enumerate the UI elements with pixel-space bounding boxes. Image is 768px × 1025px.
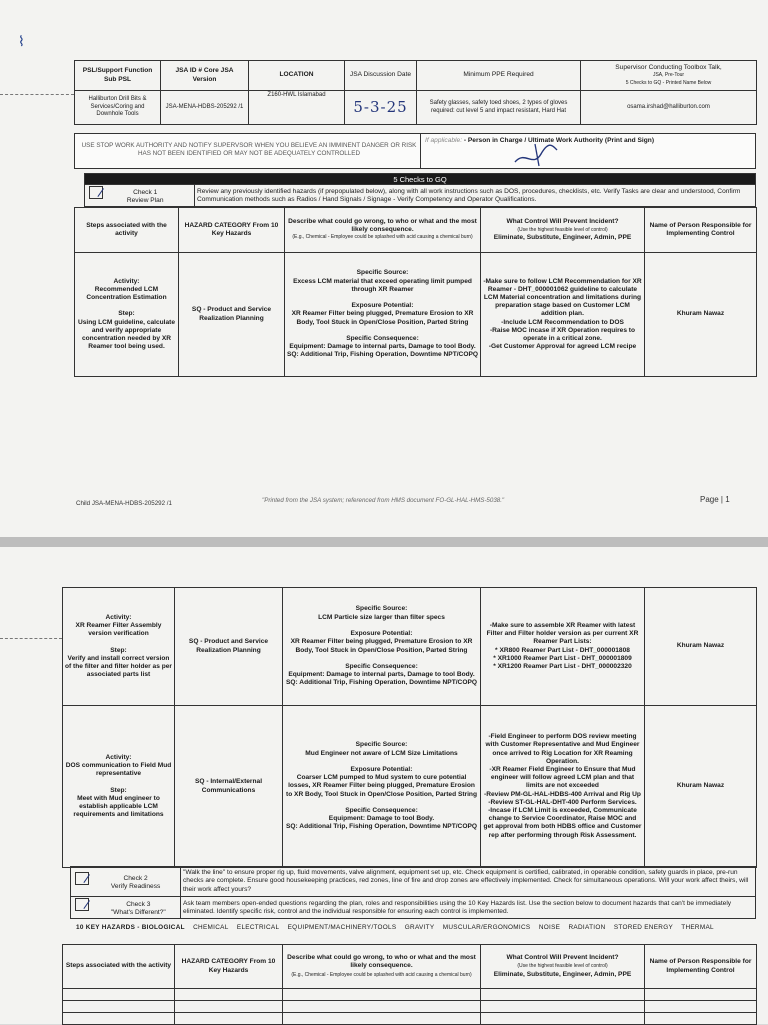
exposure-text: XR Reamer Filter being plugged, Premature Erosion to XR Body, Tool Stuck in Open/Close Position, Parted String xyxy=(290,638,473,654)
blank-row xyxy=(63,1001,757,1013)
blank-cell[interactable] xyxy=(175,989,283,1001)
activity-label: Activity: xyxy=(105,613,132,621)
header-discussion-date: JSA Discussion Date xyxy=(345,61,417,91)
col-describe-eg: (E.g., Chemical - Employee could be splashed with acid causing a chemical burn) xyxy=(292,234,473,241)
activity-text: XR Reamer Filter Assembly version verification xyxy=(75,621,162,638)
blank-cell[interactable] xyxy=(63,989,175,1001)
source-text: Mud Engineer not aware of LCM Size Limitations xyxy=(305,749,458,757)
col-steps: Steps associated with the activity xyxy=(63,945,175,989)
check3-cell xyxy=(71,897,181,919)
col-control-title: What Control Will Prevent Incident? xyxy=(506,954,619,962)
blank-cell[interactable] xyxy=(645,1001,757,1013)
person-in-charge-box xyxy=(420,134,755,168)
control-cell xyxy=(481,706,645,868)
hazard-item: GRAVITY xyxy=(404,924,435,931)
header-supervisor xyxy=(581,61,757,91)
stop-work-box xyxy=(74,133,756,169)
blank-cell[interactable] xyxy=(283,989,481,1001)
hazard-item: 10 KEY HAZARDS - BIOLOGICAL xyxy=(76,924,185,931)
source-text: Excess LCM material that exceed operating limit pumped through XR Reamer xyxy=(293,277,472,293)
header-psl: PSL/Support Function Sub PSL xyxy=(75,61,161,91)
jsa-header-table xyxy=(74,60,757,125)
dashed-rule xyxy=(0,94,74,95)
hazard-item: THERMAL xyxy=(681,924,714,931)
check2-cell xyxy=(71,867,181,897)
exposure-label: Exposure Potential: xyxy=(350,765,413,773)
control-line: * XR1200 Reamer Part List - DHT_000002320 xyxy=(493,662,632,670)
person-cell: Khuram Nawaz xyxy=(645,706,757,868)
hazard-cell: SQ - Internal/External Communications xyxy=(175,706,283,868)
check2-label: Check 2 xyxy=(123,874,148,882)
hazard-item: CHEMICAL xyxy=(193,924,229,931)
page-separator xyxy=(0,537,768,547)
col-describe-eg: (E.g., Chemical - Employee could be splashed with acid causing a chemical burn) xyxy=(291,971,472,978)
dashed-rule xyxy=(0,638,62,639)
psl-value: Halliburton Drill Bits & Services/Coring and Downhole Tools xyxy=(75,91,161,125)
col-control-title: What Control Will Prevent Incident? xyxy=(506,217,619,225)
blank-row xyxy=(63,1013,757,1025)
footer-page-number: Page | 1 xyxy=(700,495,730,504)
col-person: Name of Person Responsible for Implementing Control xyxy=(645,945,757,989)
col-control-sub: (Use the highest feasible level of control) xyxy=(517,963,608,970)
exposure-text: Coarser LCM pumped to Mud system to cure potential losses, XR Reamer Filter being plugged, Premature Erosion to XR Body, Tool Stuck in Open/Close Position, Parted String xyxy=(286,774,477,798)
person-cell: Khuram Nawaz xyxy=(645,588,757,706)
control-line: -Get Customer Approval for agreed LCM recipe xyxy=(488,343,637,351)
table-row xyxy=(75,253,757,377)
hazard-item: ELECTRICAL xyxy=(236,924,280,931)
blank-cell[interactable] xyxy=(175,1013,283,1025)
sq-text: SQ: Additional Trip, Fishing Operation, Downtime NPT/COPQ xyxy=(287,351,478,359)
blank-cell[interactable] xyxy=(283,1001,481,1013)
person-in-charge-label: - Person in Charge / Ultimate Work Authority (Print and Sign) xyxy=(463,137,655,144)
steps-cell xyxy=(75,253,179,377)
header-min-ppe: Minimum PPE Required xyxy=(417,61,581,91)
blank-cell[interactable] xyxy=(63,1001,175,1013)
describe-cell xyxy=(285,253,481,377)
control-line: -XR Reamer Field Engineer to Ensure that Mud engineer will follow agreed LCM plan and that limits are not exceeded xyxy=(489,765,636,790)
blank-cell[interactable] xyxy=(645,1013,757,1025)
col-describe xyxy=(283,945,481,989)
blank-cell[interactable] xyxy=(175,1001,283,1013)
applicable-prefix: If applicable: xyxy=(425,137,463,144)
col-control-levels: Eliminate, Substitute, Engineer, Admin, PPE xyxy=(493,970,632,978)
blank-cell[interactable] xyxy=(283,1013,481,1025)
location-value: Z160-HWL Islamabad xyxy=(249,91,345,125)
consequence-label: Specific Consequence: xyxy=(346,335,419,342)
col-describe xyxy=(285,208,481,253)
discussion-date-value xyxy=(345,91,417,125)
check2-checkbox[interactable] xyxy=(75,872,89,885)
exposure-label: Exposure Potential: xyxy=(350,630,413,638)
steps-cell xyxy=(63,706,175,868)
hazard-cell: SQ - Product and Service Realization Planning xyxy=(179,253,285,377)
consequence-label: Specific Consequence: xyxy=(345,662,418,670)
pen-mark: ⌇ xyxy=(18,34,25,50)
col-control xyxy=(481,945,645,989)
header-supervisor-sub2: 5 Checks to GQ - Printed Name Below xyxy=(625,79,712,86)
control-cell xyxy=(481,588,645,706)
hazard-item: RADIATION xyxy=(568,924,606,931)
header-jsa-id: JSA ID # Core JSA Version xyxy=(161,61,249,91)
col-person: Name of Person Responsible for Implementing Control xyxy=(645,208,757,253)
activity-label: Activity: xyxy=(113,277,140,285)
control-line: -Field Engineer to perform DOS review meeting with Customer Representative and Mud Engineer once arrived to Rig Location for XR Reaming Operation. xyxy=(485,733,640,765)
source-label: Specific Source: xyxy=(355,605,408,613)
blank-hazard-table xyxy=(62,944,757,1025)
check3-label: Check 3 xyxy=(126,901,151,909)
table-row xyxy=(63,588,757,706)
exposure-text: XR Reamer Filter being plugged, Premature Erosion to XR Body, Tool Stuck in Open/Close Position, Parted String xyxy=(291,310,474,326)
check1-label: Check 1 xyxy=(133,189,158,197)
consequence-text: Equipment: Damage to tool Body. xyxy=(328,815,435,823)
footer-child-id: Child JSA-MENA-HDBS-205292 /1 xyxy=(76,500,172,507)
exposure-label: Exposure Potential: xyxy=(351,302,414,310)
check3-checkbox[interactable] xyxy=(75,898,89,911)
col-describe-title: Describe what could go wrong, to who or what and the most likely consequence. xyxy=(288,218,477,234)
describe-cell xyxy=(283,706,481,868)
ppe-value: Safety glasses, safety toed shoes, 2 types of gloves required: cut level 5 and impact resistant, Hard Hat xyxy=(417,91,581,125)
control-line: * XR1000 Reamer Part List - DHT_000001809 xyxy=(493,654,632,662)
header-supervisor-sub: JSA, Pre-Tour xyxy=(652,72,685,79)
control-cell xyxy=(481,253,645,377)
blank-cell[interactable] xyxy=(481,989,645,1001)
step-text: Verify and install correct version of the filter and filter holder as per associated parts list xyxy=(65,654,172,679)
key-hazards-list xyxy=(76,924,714,931)
col-hazard: HAZARD CATEGORY From 10 Key Hazards xyxy=(175,945,283,989)
hazard-item: STORED ENERGY xyxy=(613,924,674,931)
step-label: Step: xyxy=(110,646,127,654)
consequence-label: Specific Consequence: xyxy=(345,807,418,814)
hazard-cell: SQ - Product and Service Realization Planning xyxy=(175,588,283,706)
control-line: -Incase if LCM Limit is exceeded, Communicate change to Service Coordinator, Raise MOC and get approval from both HDBS office and Customer rep after performing through Risk Assessment. xyxy=(483,807,642,839)
table-row xyxy=(63,706,757,868)
source-label: Specific Source: xyxy=(356,269,409,277)
col-steps: Steps associated with the activity xyxy=(75,208,179,253)
five-checks-table xyxy=(84,173,756,207)
control-line: -Review PM-GL-HAL-HDBS-400 Arrival and Rig Up xyxy=(484,790,641,798)
jsa-id-value: JSA-MENA-HDBS-205292 /1 xyxy=(161,91,249,125)
sq-text: SQ: Additional Trip, Fishing Operation, Downtime NPT/COPQ xyxy=(286,679,477,687)
footer-printed-note: "Printed from the JSA system; referenced from HMS document FO-GL-HAL-HMS-5038." xyxy=(262,497,505,504)
header-supervisor-title: Supervisor Conducting Toolbox Talk, xyxy=(615,63,722,71)
five-checks-title: 5 Checks to GQ xyxy=(85,174,756,185)
step-label: Step: xyxy=(118,310,135,318)
blank-cell[interactable] xyxy=(63,1013,175,1025)
step-text: Using LCM guideline, calculate and verify appropriate concentration needed by XR Reamer tool being used. xyxy=(77,318,176,351)
source-text: LCM Particle size larger than filter specs xyxy=(318,613,445,621)
control-line: -Raise MOC incase if XR Operation requires to operate in a critical zone. xyxy=(489,326,636,342)
signature-mark xyxy=(511,140,561,168)
check3-sub: "What's Different?" xyxy=(110,909,166,917)
blank-row xyxy=(63,989,757,1001)
control-line: * XR800 Reamer Part List - DHT_000001808 xyxy=(495,646,630,654)
check2-sub: Verify Readiness xyxy=(110,883,161,891)
step-label: Step: xyxy=(110,786,127,794)
handwritten-date: 5-3-25 xyxy=(353,98,408,116)
checks-2-3-table xyxy=(70,866,756,919)
col-control-levels: Eliminate, Substitute, Engineer, Admin, PPE xyxy=(493,234,632,242)
col-control xyxy=(481,208,645,253)
consequence-text: Equipment: Damage to internal parts, Damage to tool Body. xyxy=(289,343,476,351)
check3-text: Ask team members open-ended questions regarding the plan, roles and responsibilities using the 10 Key Hazards list. Use the section below to document hazards that can't be immediately eliminated. Identify specific risk, control and the individual responsible for ensuring each control is implemented. xyxy=(181,897,756,919)
stop-work-text: USE STOP WORK AUTHORITY AND NOTIFY SUPERVSOR WHEN YOU BELIEVE AN IMMINENT DANGER OR RISK HAS NOT BEEN IDENTIFIED OR MAY NOT BE ADEQUATELY CONTROLLED xyxy=(81,142,417,157)
col-hazard: HAZARD CATEGORY From 10 Key Hazards xyxy=(179,208,285,253)
activity-text: DOS communication to Field Mud representative xyxy=(65,761,172,778)
describe-cell xyxy=(283,588,481,706)
activity-label: Activity: xyxy=(105,753,132,761)
col-describe-title: Describe what could go wrong, to who or what and the most likely consequence. xyxy=(287,954,476,970)
hazard-item: NOISE xyxy=(538,924,561,931)
control-line: -Include LCM Recommendation to DOS xyxy=(501,318,624,326)
control-line: -Make sure to assemble XR Reamer with latest Filter and Filter holder version as per current XR Reamer Part Lists: xyxy=(486,621,639,646)
hazard-table-page1 xyxy=(74,207,757,377)
hazard-item: MUSCULAR/ERGONOMICS xyxy=(442,924,531,931)
hazard-item: EQUIPMENT/MACHINERY/TOOLS xyxy=(287,924,397,931)
col-control-sub: (Use the highest feasible level of control) xyxy=(517,226,608,233)
hazard-table-page2 xyxy=(62,587,757,868)
supervisor-value: osama.irshad@halliburton.com xyxy=(581,91,757,125)
check1-checkbox[interactable] xyxy=(89,186,103,199)
header-location: LOCATION xyxy=(249,61,345,91)
check1-sub: Review Plan xyxy=(126,197,164,205)
check1-text: Review any previously identified hazards (if prepopulated below), along with all work instructions such as DOS, procedures, checklists, etc. Verify Tasks are clear and understood, Confirm Communication methods such as Radios / Hand Signals / Signage - Verify Competency and Operator Qualifications. xyxy=(195,185,756,207)
blank-cell[interactable] xyxy=(481,1013,645,1025)
check2-text: "Walk the line" to ensure proper rig up, fluid movements, valve alignment, equipment set up, etc. Check equipment is certified, calibrated, in operable condition, safety guards in place, pre-run checks are complete. Ensure good housekeeping practices, red zones, line of fire and drop zones are effectively implemented. Check for simultaneous operations. Will your work affect theirs, will their work affect yours? xyxy=(181,867,756,897)
source-label: Specific Source: xyxy=(355,741,408,749)
blank-cell[interactable] xyxy=(645,989,757,1001)
person-cell: Khuram Nawaz xyxy=(645,253,757,377)
blank-cell[interactable] xyxy=(481,1001,645,1013)
control-line: -Review ST-GL-HAL-DHT-400 Perform Services. xyxy=(488,798,637,806)
activity-text: Recommended LCM Concentration Estimation xyxy=(86,285,167,301)
step-text: Meet with Mud engineer to establish applicable LCM requirements and limitations xyxy=(73,794,164,819)
check1-cell xyxy=(85,185,195,207)
consequence-text: Equipment: Damage to internal parts, Damage to tool Body. xyxy=(288,671,475,679)
sq-text: SQ: Additional Trip, Fishing Operation, Downtime NPT/COPQ xyxy=(286,823,477,831)
steps-cell xyxy=(63,588,175,706)
control-line: -Make sure to follow LCM Recommendation for XR Reamer - DHT_000001062 guideline to calculate LCM Material concentration and limitations during preparation stage based on Customer LCM addition plan. xyxy=(483,277,642,318)
